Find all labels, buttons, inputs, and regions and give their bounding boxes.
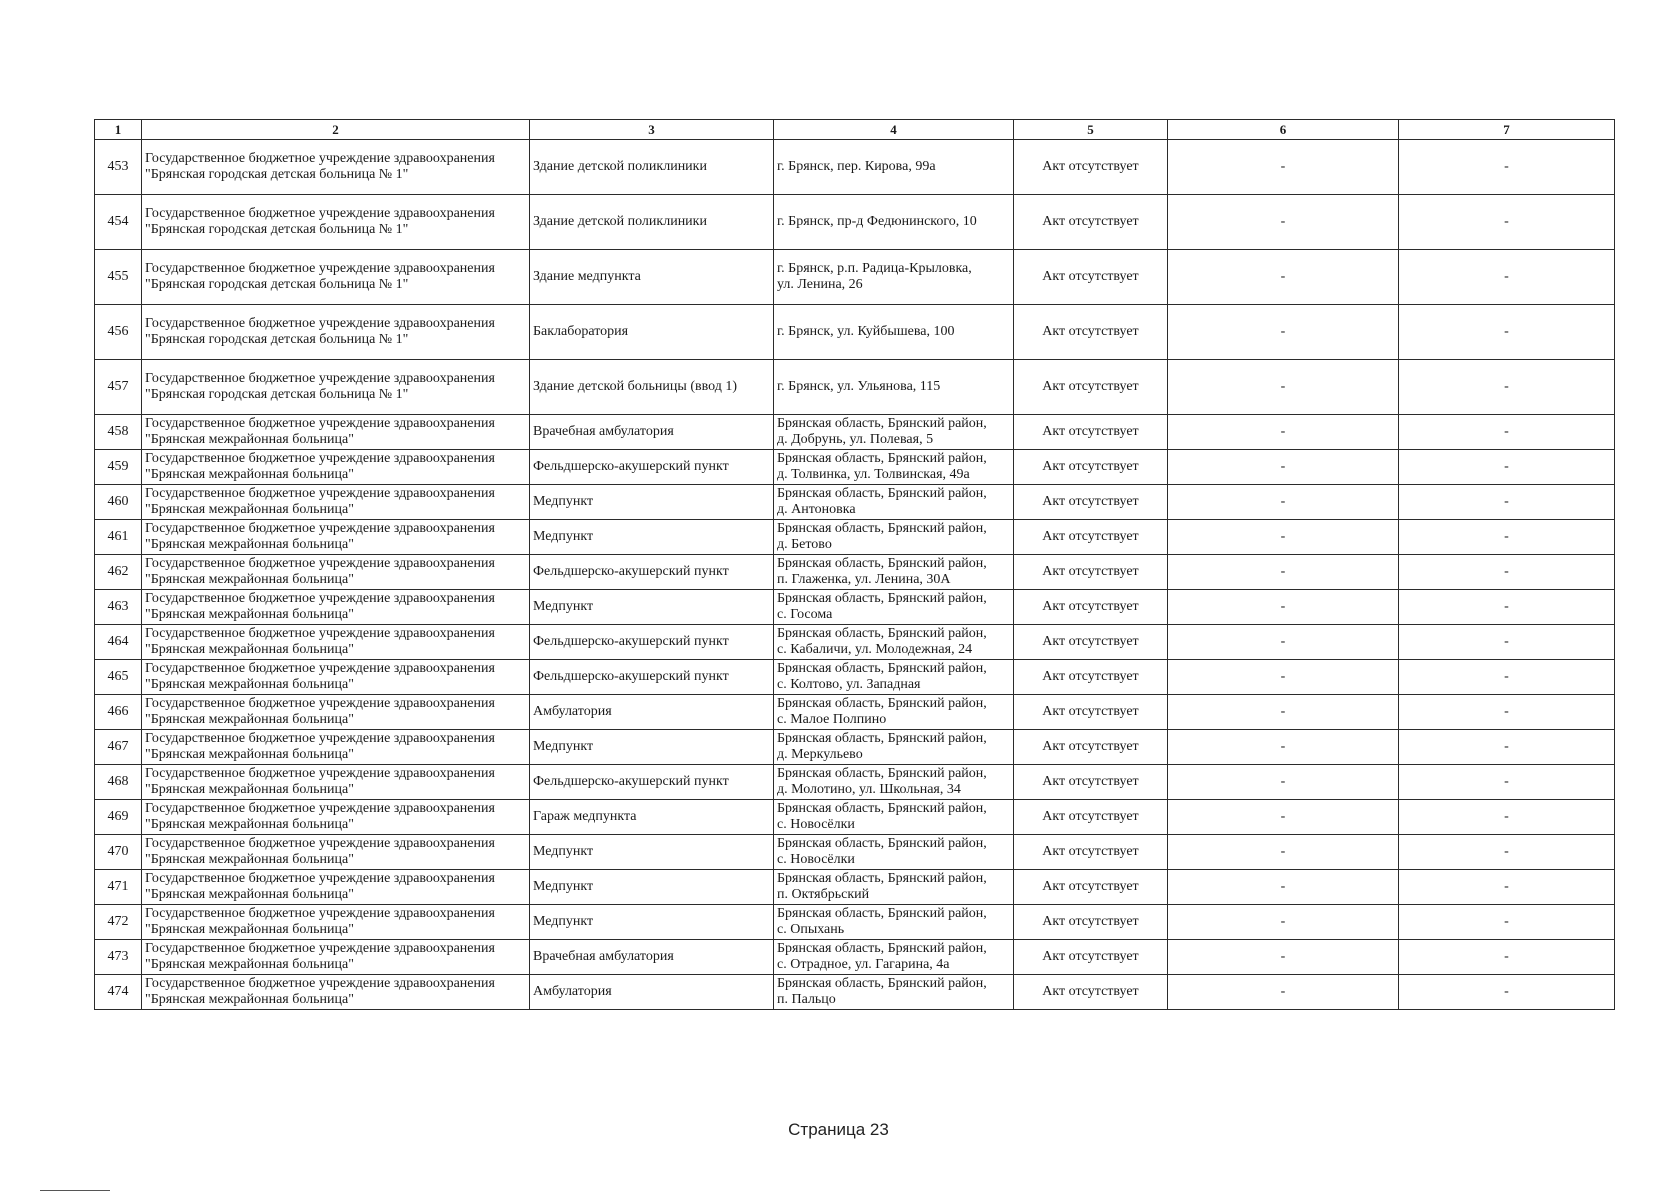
organization-cell <box>142 765 530 800</box>
column-6-value: - <box>1168 555 1399 590</box>
address-line-1: Брянская область, Брянский район, <box>777 976 987 991</box>
row-number: 472 <box>95 905 142 940</box>
address-line-2: п. Октябрьский <box>777 887 870 902</box>
column-header-6: 6 <box>1168 120 1399 140</box>
address-line-2: д. Меркульево <box>777 747 863 762</box>
object-name: Медпункт <box>530 590 774 625</box>
organization-line-1: Государственное бюджетное учреждение здравоохранения <box>145 371 495 386</box>
act-status: Акт отсутствует <box>1014 975 1168 1010</box>
act-status: Акт отсутствует <box>1014 765 1168 800</box>
organization-line-2: "Брянская межрайонная больница" <box>145 852 354 867</box>
column-6-value: - <box>1168 195 1399 250</box>
column-6-value: - <box>1168 975 1399 1010</box>
organization-cell <box>142 195 530 250</box>
organization-line-2: "Брянская межрайонная больница" <box>145 677 354 692</box>
address-line-2: п. Глаженка, ул. Ленина, 30А <box>777 572 951 587</box>
row-number: 457 <box>95 360 142 415</box>
address-line-2: с. Малое Полпино <box>777 712 887 727</box>
organization-line-2: "Брянская межрайонная больница" <box>145 887 354 902</box>
column-6-value: - <box>1168 800 1399 835</box>
row-number: 471 <box>95 870 142 905</box>
object-name: Гараж медпункта <box>530 800 774 835</box>
object-name: Медпункт <box>530 485 774 520</box>
column-header-4: 4 <box>774 120 1014 140</box>
address-line-1: г. Брянск, пр-д Федюнинского, 10 <box>777 214 977 229</box>
column-7-value: - <box>1399 485 1615 520</box>
row-number: 462 <box>95 555 142 590</box>
organization-line-2: "Брянская межрайонная больница" <box>145 957 354 972</box>
organization-line-2: "Брянская межрайонная больница" <box>145 572 354 587</box>
row-number: 473 <box>95 940 142 975</box>
address-cell <box>774 870 1014 905</box>
address-cell <box>774 195 1014 250</box>
column-6-value: - <box>1168 835 1399 870</box>
organization-line-1: Государственное бюджетное учреждение здравоохранения <box>145 906 495 921</box>
object-name: Амбулатория <box>530 695 774 730</box>
table-row <box>95 450 1615 485</box>
column-6-value: - <box>1168 520 1399 555</box>
column-6-value: - <box>1168 625 1399 660</box>
organization-line-1: Государственное бюджетное учреждение здравоохранения <box>145 416 495 431</box>
address-cell <box>774 625 1014 660</box>
row-number: 465 <box>95 660 142 695</box>
column-7-value: - <box>1399 870 1615 905</box>
table-row <box>95 730 1615 765</box>
object-name: Медпункт <box>530 520 774 555</box>
column-7-value: - <box>1399 590 1615 625</box>
row-number: 461 <box>95 520 142 555</box>
act-status: Акт отсутствует <box>1014 360 1168 415</box>
organization-line-2: "Брянская межрайонная больница" <box>145 747 354 762</box>
column-header-1: 1 <box>95 120 142 140</box>
organization-line-1: Государственное бюджетное учреждение здравоохранения <box>145 661 495 676</box>
address-cell <box>774 555 1014 590</box>
column-7-value: - <box>1399 450 1615 485</box>
table-row <box>95 835 1615 870</box>
organization-line-2: "Брянская городская детская больница № 1" <box>145 167 409 182</box>
address-cell <box>774 415 1014 450</box>
act-status: Акт отсутствует <box>1014 660 1168 695</box>
table-row <box>95 520 1615 555</box>
act-status: Акт отсутствует <box>1014 730 1168 765</box>
address-line-1: Брянская область, Брянский район, <box>777 871 987 886</box>
act-status: Акт отсутствует <box>1014 940 1168 975</box>
column-7-value: - <box>1399 975 1615 1010</box>
organization-line-2: "Брянская межрайонная больница" <box>145 922 354 937</box>
organization-line-1: Государственное бюджетное учреждение здравоохранения <box>145 696 495 711</box>
address-line-2: с. Кабаличи, ул. Молодежная, 24 <box>777 642 973 657</box>
row-number: 459 <box>95 450 142 485</box>
address-line-2: с. Опыхань <box>777 922 845 937</box>
address-line-2: д. Молотино, ул. Школьная, 34 <box>777 782 961 797</box>
table-row <box>95 250 1615 305</box>
column-6-value: - <box>1168 485 1399 520</box>
table-row <box>95 975 1615 1010</box>
address-line-1: Брянская область, Брянский район, <box>777 836 987 851</box>
organization-cell <box>142 250 530 305</box>
address-line-1: Брянская область, Брянский район, <box>777 486 987 501</box>
organization-cell <box>142 360 530 415</box>
organization-line-1: Государственное бюджетное учреждение здравоохранения <box>145 556 495 571</box>
row-number: 470 <box>95 835 142 870</box>
column-header-7: 7 <box>1399 120 1615 140</box>
address-line-2: д. Добрунь, ул. Полевая, 5 <box>777 432 934 447</box>
object-name: Врачебная амбулатория <box>530 415 774 450</box>
address-cell <box>774 765 1014 800</box>
address-line-1: Брянская область, Брянский район, <box>777 731 987 746</box>
organization-cell <box>142 905 530 940</box>
act-status: Акт отсутствует <box>1014 555 1168 590</box>
organization-cell <box>142 555 530 590</box>
address-cell <box>774 660 1014 695</box>
organization-cell <box>142 450 530 485</box>
act-status: Акт отсутствует <box>1014 250 1168 305</box>
row-number: 454 <box>95 195 142 250</box>
organization-line-1: Государственное бюджетное учреждение здравоохранения <box>145 206 495 221</box>
column-6-value: - <box>1168 140 1399 195</box>
address-line-2: с. Госома <box>777 607 833 622</box>
address-line-2: с. Отрадное, ул. Гагарина, 4а <box>777 957 950 972</box>
address-cell <box>774 730 1014 765</box>
organization-line-2: "Брянская городская детская больница № 1" <box>145 222 409 237</box>
column-6-value: - <box>1168 360 1399 415</box>
column-7-value: - <box>1399 660 1615 695</box>
organization-line-1: Государственное бюджетное учреждение здравоохранения <box>145 261 495 276</box>
column-6-value: - <box>1168 870 1399 905</box>
address-line-1: г. Брянск, р.п. Радица-Крыловка, <box>777 261 972 276</box>
column-7-value: - <box>1399 765 1615 800</box>
address-cell <box>774 250 1014 305</box>
address-line-1: Брянская область, Брянский район, <box>777 591 987 606</box>
object-name: Здание медпункта <box>530 250 774 305</box>
header-row <box>95 120 1615 140</box>
act-status: Акт отсутствует <box>1014 590 1168 625</box>
act-status: Акт отсутствует <box>1014 415 1168 450</box>
organization-cell <box>142 730 530 765</box>
table-row <box>95 305 1615 360</box>
organization-cell <box>142 625 530 660</box>
address-line-1: Брянская область, Брянский район, <box>777 906 987 921</box>
address-cell <box>774 360 1014 415</box>
address-line-1: Брянская область, Брянский район, <box>777 416 987 431</box>
organization-cell <box>142 660 530 695</box>
address-line-1: Брянская область, Брянский район, <box>777 941 987 956</box>
organization-line-1: Государственное бюджетное учреждение здравоохранения <box>145 836 495 851</box>
address-line-1: Брянская область, Брянский район, <box>777 801 987 816</box>
organization-cell <box>142 415 530 450</box>
organization-line-2: "Брянская межрайонная больница" <box>145 642 354 657</box>
organization-cell <box>142 975 530 1010</box>
address-cell <box>774 520 1014 555</box>
address-line-1: Брянская область, Брянский район, <box>777 556 987 571</box>
object-name: Фельдшерско-акушерский пункт <box>530 765 774 800</box>
address-line-2: с. Новосёлки <box>777 817 855 832</box>
address-line-1: Брянская область, Брянский район, <box>777 766 987 781</box>
address-line-1: Брянская область, Брянский район, <box>777 521 987 536</box>
organization-cell <box>142 800 530 835</box>
organization-line-2: "Брянская городская детская больница № 1" <box>145 387 409 402</box>
act-status: Акт отсутствует <box>1014 695 1168 730</box>
column-7-value: - <box>1399 520 1615 555</box>
column-6-value: - <box>1168 305 1399 360</box>
act-status: Акт отсутствует <box>1014 520 1168 555</box>
table-row <box>95 360 1615 415</box>
organization-line-1: Государственное бюджетное учреждение здравоохранения <box>145 976 495 991</box>
column-6-value: - <box>1168 730 1399 765</box>
margin-rule <box>40 1190 110 1191</box>
column-7-value: - <box>1399 140 1615 195</box>
address-line-2: с. Новосёлки <box>777 852 855 867</box>
organization-cell <box>142 485 530 520</box>
object-name: Баклаборатория <box>530 305 774 360</box>
act-status: Акт отсутствует <box>1014 625 1168 660</box>
address-line-2: д. Антоновка <box>777 502 856 517</box>
organization-cell <box>142 940 530 975</box>
address-cell <box>774 800 1014 835</box>
table-row <box>95 625 1615 660</box>
address-cell <box>774 695 1014 730</box>
column-7-value: - <box>1399 940 1615 975</box>
object-name: Фельдшерско-акушерский пункт <box>530 450 774 485</box>
column-header-2: 2 <box>142 120 530 140</box>
row-number: 469 <box>95 800 142 835</box>
object-name: Амбулатория <box>530 975 774 1010</box>
act-status: Акт отсутствует <box>1014 905 1168 940</box>
organization-line-1: Государственное бюджетное учреждение здравоохранения <box>145 316 495 331</box>
table-row <box>95 590 1615 625</box>
table-row <box>95 765 1615 800</box>
address-line-1: г. Брянск, пер. Кирова, 99а <box>777 159 936 174</box>
address-line-2: д. Толвинка, ул. Толвинская, 49а <box>777 467 970 482</box>
column-7-value: - <box>1399 625 1615 660</box>
address-cell <box>774 835 1014 870</box>
column-6-value: - <box>1168 415 1399 450</box>
organization-cell <box>142 695 530 730</box>
organization-line-1: Государственное бюджетное учреждение здравоохранения <box>145 486 495 501</box>
address-cell <box>774 485 1014 520</box>
address-cell <box>774 450 1014 485</box>
organization-cell <box>142 870 530 905</box>
address-line-2: п. Пальцо <box>777 992 836 1007</box>
object-name: Медпункт <box>530 870 774 905</box>
address-cell <box>774 975 1014 1010</box>
table-row <box>95 905 1615 940</box>
address-line-1: г. Брянск, ул. Куйбышева, 100 <box>777 324 955 339</box>
organization-line-1: Государственное бюджетное учреждение здравоохранения <box>145 731 495 746</box>
column-7-value: - <box>1399 730 1615 765</box>
table-row <box>95 140 1615 195</box>
row-number: 455 <box>95 250 142 305</box>
registry-table <box>94 119 1615 1010</box>
organization-line-1: Государственное бюджетное учреждение здравоохранения <box>145 941 495 956</box>
organization-line-2: "Брянская межрайонная больница" <box>145 537 354 552</box>
act-status: Акт отсутствует <box>1014 195 1168 250</box>
organization-line-2: "Брянская межрайонная больница" <box>145 712 354 727</box>
object-name: Врачебная амбулатория <box>530 940 774 975</box>
act-status: Акт отсутствует <box>1014 800 1168 835</box>
object-name: Медпункт <box>530 730 774 765</box>
organization-line-2: "Брянская межрайонная больница" <box>145 992 354 1007</box>
address-cell <box>774 590 1014 625</box>
organization-line-1: Государственное бюджетное учреждение здравоохранения <box>145 626 495 641</box>
object-name: Фельдшерско-акушерский пункт <box>530 555 774 590</box>
object-name: Фельдшерско-акушерский пункт <box>530 625 774 660</box>
act-status: Акт отсутствует <box>1014 305 1168 360</box>
column-7-value: - <box>1399 305 1615 360</box>
table-row <box>95 415 1615 450</box>
column-6-value: - <box>1168 905 1399 940</box>
column-7-value: - <box>1399 835 1615 870</box>
organization-line-2: "Брянская городская детская больница № 1" <box>145 332 409 347</box>
column-6-value: - <box>1168 765 1399 800</box>
table-row <box>95 660 1615 695</box>
address-line-1: Брянская область, Брянский район, <box>777 451 987 466</box>
column-7-value: - <box>1399 905 1615 940</box>
row-number: 460 <box>95 485 142 520</box>
column-6-value: - <box>1168 940 1399 975</box>
column-7-value: - <box>1399 555 1615 590</box>
address-cell <box>774 940 1014 975</box>
address-cell <box>774 305 1014 360</box>
organization-line-1: Государственное бюджетное учреждение здравоохранения <box>145 451 495 466</box>
row-number: 467 <box>95 730 142 765</box>
organization-line-1: Государственное бюджетное учреждение здравоохранения <box>145 801 495 816</box>
act-status: Акт отсутствует <box>1014 140 1168 195</box>
row-number: 458 <box>95 415 142 450</box>
organization-line-2: "Брянская межрайонная больница" <box>145 502 354 517</box>
organization-line-2: "Брянская городская детская больница № 1" <box>145 277 409 292</box>
row-number: 453 <box>95 140 142 195</box>
object-name: Медпункт <box>530 905 774 940</box>
address-line-1: Брянская область, Брянский район, <box>777 661 987 676</box>
row-number: 463 <box>95 590 142 625</box>
organization-cell <box>142 835 530 870</box>
organization-cell <box>142 520 530 555</box>
column-6-value: - <box>1168 250 1399 305</box>
object-name: Здание детской больницы (ввод 1) <box>530 360 774 415</box>
column-7-value: - <box>1399 195 1615 250</box>
organization-cell <box>142 305 530 360</box>
organization-cell <box>142 590 530 625</box>
table-row <box>95 195 1615 250</box>
object-name: Здание детской поликлиники <box>530 140 774 195</box>
organization-line-2: "Брянская межрайонная больница" <box>145 782 354 797</box>
organization-line-2: "Брянская межрайонная больница" <box>145 607 354 622</box>
table-row <box>95 555 1615 590</box>
address-line-1: Брянская область, Брянский район, <box>777 696 987 711</box>
column-6-value: - <box>1168 450 1399 485</box>
row-number: 468 <box>95 765 142 800</box>
table-row <box>95 695 1615 730</box>
organization-line-2: "Брянская межрайонная больница" <box>145 432 354 447</box>
row-number: 456 <box>95 305 142 360</box>
table-body <box>95 140 1615 1010</box>
organization-line-1: Государственное бюджетное учреждение здравоохранения <box>145 591 495 606</box>
address-line-2: д. Бетово <box>777 537 832 552</box>
organization-cell <box>142 140 530 195</box>
address-line-1: Брянская область, Брянский район, <box>777 626 987 641</box>
column-7-value: - <box>1399 695 1615 730</box>
act-status: Акт отсутствует <box>1014 450 1168 485</box>
organization-line-2: "Брянская межрайонная больница" <box>145 817 354 832</box>
column-header-3: 3 <box>530 120 774 140</box>
column-7-value: - <box>1399 415 1615 450</box>
column-7-value: - <box>1399 800 1615 835</box>
address-line-2: ул. Ленина, 26 <box>777 277 863 292</box>
organization-line-1: Государственное бюджетное учреждение здравоохранения <box>145 766 495 781</box>
column-header-5: 5 <box>1014 120 1168 140</box>
object-name: Фельдшерско-акушерский пункт <box>530 660 774 695</box>
address-line-1: г. Брянск, ул. Ульянова, 115 <box>777 379 941 394</box>
table-row <box>95 485 1615 520</box>
organization-line-1: Государственное бюджетное учреждение здравоохранения <box>145 151 495 166</box>
object-name: Здание детской поликлиники <box>530 195 774 250</box>
column-7-value: - <box>1399 250 1615 305</box>
column-7-value: - <box>1399 360 1615 415</box>
act-status: Акт отсутствует <box>1014 485 1168 520</box>
page-number: Страница 23 <box>788 1120 889 1139</box>
address-cell <box>774 140 1014 195</box>
act-status: Акт отсутствует <box>1014 835 1168 870</box>
organization-line-1: Государственное бюджетное учреждение здравоохранения <box>145 521 495 536</box>
object-name: Медпункт <box>530 835 774 870</box>
table-row <box>95 870 1615 905</box>
organization-line-2: "Брянская межрайонная больница" <box>145 467 354 482</box>
table-row <box>95 800 1615 835</box>
row-number: 466 <box>95 695 142 730</box>
organization-line-1: Государственное бюджетное учреждение здравоохранения <box>145 871 495 886</box>
address-line-2: с. Колтово, ул. Западная <box>777 677 921 692</box>
table-row <box>95 940 1615 975</box>
row-number: 464 <box>95 625 142 660</box>
address-cell <box>774 905 1014 940</box>
act-status: Акт отсутствует <box>1014 870 1168 905</box>
row-number: 474 <box>95 975 142 1010</box>
column-6-value: - <box>1168 695 1399 730</box>
column-6-value: - <box>1168 660 1399 695</box>
column-6-value: - <box>1168 590 1399 625</box>
